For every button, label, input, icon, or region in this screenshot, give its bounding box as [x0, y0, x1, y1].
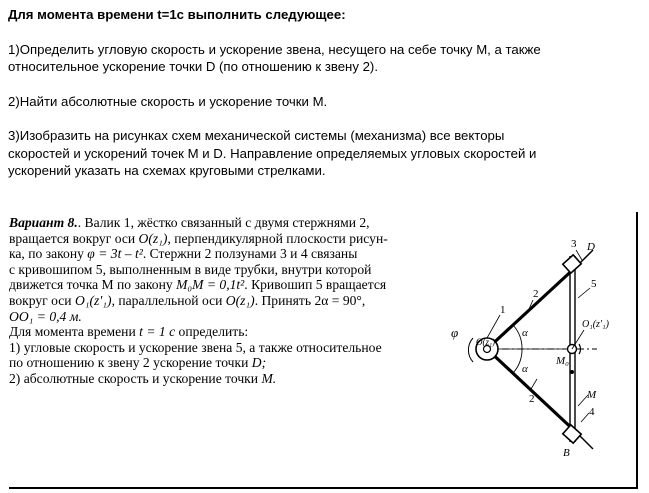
- slider-3: [563, 255, 581, 273]
- label-o1: O₁(z′₁): [582, 319, 609, 330]
- variant-line: ка, по закону φ = 3t – t². Стержни 2 ползунами 3 и 4 связаны: [9, 246, 358, 262]
- mechanism-diagram: [421, 212, 634, 485]
- slider-4: [563, 425, 581, 443]
- angle-arc-alpha: [513, 349, 522, 373]
- label-b: B: [563, 447, 570, 459]
- variant-heading: Вариант 8.: [9, 215, 78, 230]
- task-title: Для момента времени t=1с выполнить следующее:: [8, 7, 346, 22]
- label-3: 3: [571, 238, 577, 250]
- label-alpha: α: [522, 327, 528, 339]
- variant-line: Для момента времени t = 1 с определить:: [9, 324, 249, 340]
- label-2-upper: 2: [533, 288, 539, 300]
- task-item-2: 2)Найти абсолютные скорость и ускорение точки М.: [8, 93, 328, 109]
- label-o: O(z₁): [476, 337, 496, 347]
- variant-line: Вариант 8.. Валик 1, жёстко связанный с двумя стержнями 2,: [9, 215, 370, 230]
- label-5: 5: [591, 278, 597, 290]
- variant-line: движется точка М по закону M₀M = 0,1t². Кривошип 5 вращается: [9, 277, 387, 293]
- label-d: D: [587, 241, 595, 253]
- task-item-3-line-1: 3)Изобразить на рисунках схем механической системы (механизма) все векторы: [8, 128, 505, 143]
- label-m: M: [587, 389, 597, 401]
- task-text: [8, 6, 643, 180]
- variant-line: 2) абсолютные скорость и ускорение точки M.: [9, 370, 277, 386]
- label-phi: φ: [451, 325, 459, 340]
- leader-line: [572, 330, 584, 349]
- leader-line: [487, 315, 500, 338]
- label-m0: M₀: [556, 355, 569, 367]
- variant-line: вращается вокруг оси O(z₁), перпендикулярной плоскости рисун-: [9, 230, 388, 246]
- leader-line: [581, 413, 589, 422]
- phi-arrow: [468, 338, 473, 362]
- variant-text: [9, 215, 419, 387]
- label-4: 4: [589, 406, 595, 418]
- variant-line: по отношению к звену 2 ускорение точки D;: [9, 355, 267, 371]
- label-alpha: α: [522, 363, 528, 375]
- variant-line: 1) угловые скорость и ускорение звена 5, а также относительное: [9, 339, 382, 355]
- point-m: [570, 370, 574, 374]
- task-item-1-line-2: относительное ускорение точки D (по отношению к звену 2).: [8, 59, 378, 74]
- task-item-3-line-2: скоростей и ускорений точек М и D. Направление определяемых угловых скоростей и: [8, 145, 537, 161]
- scanned-problem: [9, 212, 638, 489]
- label-1: 1: [500, 304, 506, 316]
- task-item-1-line-1: 1)Определить угловую скорость и ускорение звена, несущего на себе точку М, а также: [8, 41, 541, 57]
- variant-line: с кривошипом 5, выполненным в виде трубки, внутри которой: [9, 261, 372, 277]
- variant-line: OO₁ = 0,4 м.: [9, 308, 82, 324]
- variant-line: вокруг оси O₁(z′₁), параллельной оси O(z₁). Принять 2α = 90°,: [9, 292, 366, 308]
- leader-line: [531, 379, 537, 389]
- label-2-lower: 2: [529, 393, 535, 405]
- leader-line: [578, 288, 590, 298]
- task-item-3-line-3: ускорений указать на схемах круговыми стрелками.: [8, 163, 326, 178]
- angle-arc-alpha: [513, 325, 522, 349]
